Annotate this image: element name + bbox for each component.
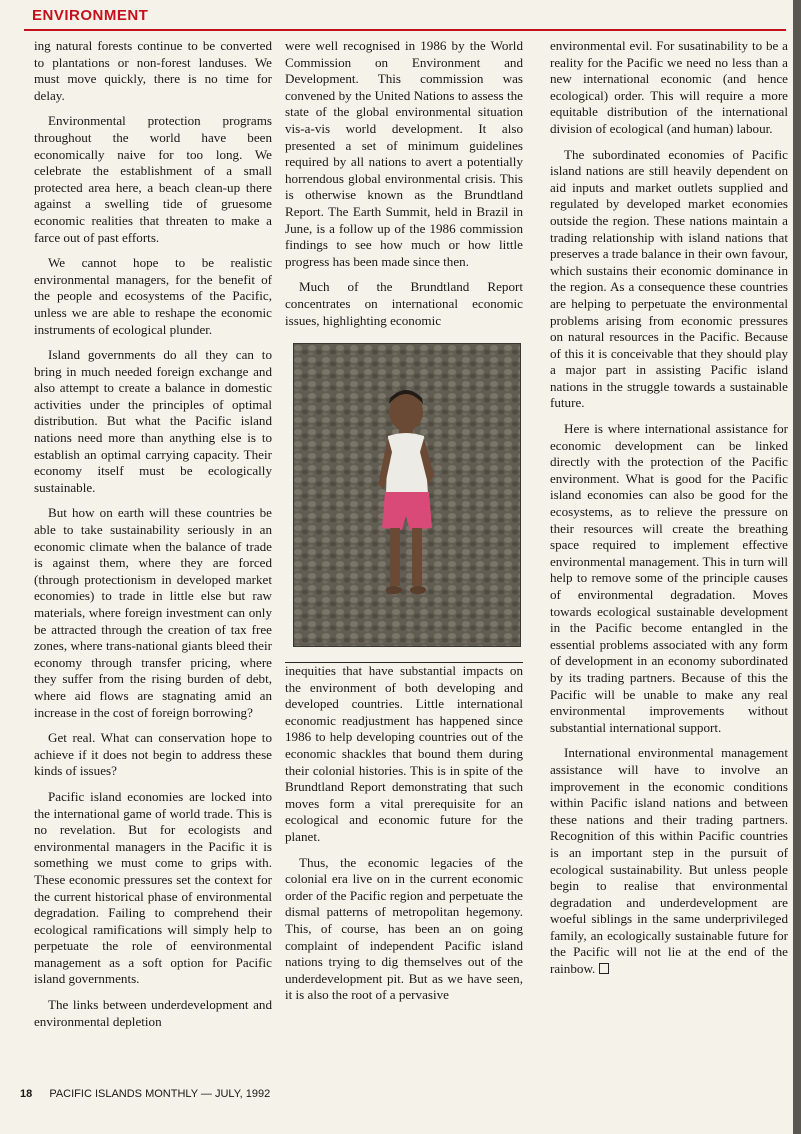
child-on-arid-land-photo	[293, 343, 521, 647]
paragraph: Environmental protection programs throughout the world have been economically naive for too long. We celebrate the establishment of a small protected area here, a beach clean-up there against a swelling tide of gruesome economic realities that threaten to make a farce out of past efforts.	[34, 113, 272, 245]
paragraph: The links between underdevelopment and environmental depletion	[34, 997, 272, 1029]
header-rule	[24, 29, 786, 31]
paragraph: were well recognised in 1986 by the World Commission on Environment and Development. This commission was convened by the United Nations to assess the state of the global environmental situation vis-a-vis world development. It also presented a set of minimum guidelines required by all nations to avert a potentially horrendous global environmental crisis. This is otherwise known as the Brundtland Report. The Earth Summit, held in Brazil in June, is a follow up of the 1986 commission findings to see how much or how little progress has been made since then.	[285, 38, 523, 269]
paragraph	[550, 745, 788, 977]
paragraph: Here is where international assistance for economic development can be linked directly with the protection of the Pacific environment. What is good for the Pacific island economies can also be good for the ecosystems, as to relieve the pressure on their resources will create the breathing space required to implement effective environmental management. This in turn will help to remove some of the principle causes of environmental degradation. Moves towards ecological sustainable development in the Pacific become entangled in the essential problems associated with any form of development in an economy subordinated by its trading partners. Because of this the Pacific will be unable to make any real environmental improvements without substantial international support.	[550, 421, 788, 735]
article-column-3	[550, 38, 788, 987]
paragraph: Get real. What can conservation hope to achieve if it does not begin to address these kinds of issues?	[34, 730, 272, 779]
paragraph: Island governments do all they can to bring in much needed foreign exchange and also attempt to create a balance in domestic activities under the principles of optimal distribution. But what the Pacific island nations need more than anything else is to establish an optimal carrying capacity. Their economy itself must be ecologically sustainable.	[34, 347, 272, 495]
end-of-article-mark	[599, 963, 609, 974]
article-column-2	[285, 38, 523, 1013]
paragraph: We cannot hope to be realistic environmental managers, for the benefit of the people and ecosystems of the Pacific, unless we are able to reshape the economic instruments of ecological plunder.	[34, 255, 272, 337]
page-footer	[20, 1088, 270, 1100]
page-number: 18	[20, 1088, 33, 1100]
section-label: ENVIRONMENT	[32, 7, 149, 24]
paragraph: The subordinated economies of Pacific island nations are still heavily dependent on aid inputs and market outlets supplied and regulated by developed market economies outside the region. These nations maintain a trading relationship with island nations that preserves a trade balance in their own favour, which sustains their economic dominance in the region. As a consequence these countries are helping to perpetuate the environmental problems arising from economic pressures on natural resources in the Pacific. Because of this it is conceivable that they should play a major part in assisting Pacific island nations in the struggle towards a sustainable future.	[550, 146, 788, 411]
paragraph: Much of the Brundtland Report concentrates on international economic issues, highlighting economic	[285, 279, 523, 328]
paragraph: environmental evil. For susatinability to be a reality for the Pacific we need no less than a new international economic (and hence ecological) order. This will require a more equitable distribution of the international division of ecological (and human) labour.	[550, 38, 788, 136]
paragraph: But how on earth will these countries be able to take sustainability seriously in an economic climate when the balance of trade is against them, where they are forced (through protectionism in developed market economies) to trade in little else but raw materials, where foreign investment can only be attracted through the creation of tax free zones, where trans-national giants bleed their economy through transfer pricing, where they suffer from the rising burden of debt, where aid flows are stagnating amid an increase in the cost of foreign borrowing?	[34, 505, 272, 720]
paragraph: Thus, the economic legacies of the colonial era live on in the current economic order of the Pacific region and perpetuate the dismal patterns of metropolitan hegemony. This, of course, has been an on going complaint of independent Pacific island nations trying to dig themselves out of the underdevelopment pit. But as we have seen, it is also the root of a pervasive	[285, 854, 523, 1003]
photo-caption	[285, 655, 523, 663]
page-edge-shadow	[793, 0, 801, 1134]
paragraph: Pacific island economies are locked into the international game of world trade. This is no revelation. But for ecologists and environmental managers in the Pacific it is something we must come to grips with. These economic pressures set the context for the current historical phase of environmental degradation. Failing to comprehend their ecological ramifications will simply help to perpetuate the role of eenvironmental management as a soft option for Pacific island governments.	[34, 788, 272, 987]
paragraph-text: International environmental management assistance will have to involve an improvement in the economic conditions within Pacific island nations and between these nations and their trading partners. Recognition of this within Pacific countries is an important step in the pursuit of ecological sustainability. But unless people begin to realise that environmental degradation and underdevelopment are woeful siblings in the same underprivileged family, an ecologically sustainable future for the Pacific will not lie at the end of the rainbow.	[550, 745, 788, 977]
paragraph: inequities that have substantial impacts on the environment of both developing and developed countries. Little international economic readjustment has happened since 1986 to help developing countries out of the economic shackles that bound them during their colonial histories. This is in spite of the Brundtland Report demonstrating that such moves form a vital prerequisite for an ecological and economic future for the planet.	[285, 663, 523, 845]
paragraph: ing natural forests continue to be converted to plantations or non-forest landuses. We must move quickly, there is no time for delay.	[34, 38, 272, 103]
publication-line: PACIFIC ISLANDS MONTHLY — JULY, 1992	[49, 1088, 271, 1100]
article-column-1	[34, 38, 272, 1039]
